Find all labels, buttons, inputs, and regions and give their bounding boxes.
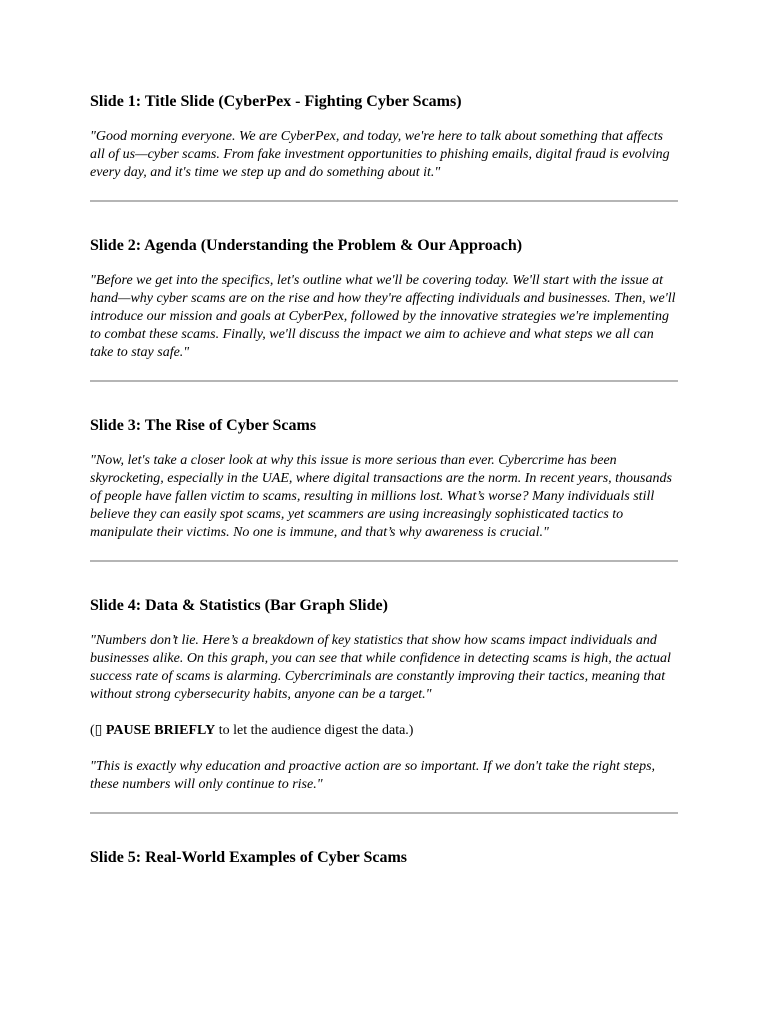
- slide-2-title: Slide 2: Agenda (Understanding the Problem & Our Approach): [90, 237, 523, 254]
- pause-note-text: to let the audience digest the data.): [215, 723, 414, 738]
- divider: [90, 380, 678, 382]
- slide-3-section: [90, 416, 678, 542]
- slide-2-script: "Before we get into the specifics, let's outline what we'll be covering today. We'll start with the issue at hand—why cyber scams are on the rise and how they're affecting individuals and businesses. Then, we'll introduce our mission and goals at CyberPex, followed by the innovative strategies we're implementing to combat these scams. Finally, we'll discuss the impact we aim to achieve and what steps we all can take to stay safe.": [90, 273, 676, 360]
- pause-note: [90, 722, 678, 740]
- slide-2-section: [90, 236, 678, 362]
- slide-4-script: "Numbers don’t lie. Here’s a breakdown of key statistics that show how scams impact individuals and businesses alike. On this graph, you can see that while confidence in detecting scams is high, the actual success rate of scams is alarming. Cybercriminals are constantly improving their tactics, meaning that without strong cybersecurity habits, anyone can be a target.": [90, 633, 671, 702]
- slide-4-section: [90, 596, 678, 794]
- slide-5-section: [90, 848, 678, 868]
- divider: [90, 200, 678, 202]
- slide-3-script: "Now, let's take a closer look at why this issue is more serious than ever. Cybercrime has been skyrocketing, especially in the UAE, where digital transactions are the norm. In recent years, thousands of people have fallen victim to scams, resulting in millions lost. What’s worse? Many individuals still believe they can easily spot scams, yet scammers are using increasingly sophisticated tactics to manipulate their victims. No one is immune, and that’s why awareness is crucial.": [90, 453, 672, 540]
- slide-4-title: Slide 4: Data & Statistics (Bar Graph Slide): [90, 597, 388, 614]
- pause-note-emphasis: PAUSE BRIEFLY: [105, 723, 216, 738]
- slide-3-title: Slide 3: The Rise of Cyber Scams: [90, 417, 317, 434]
- slide-5-title: Slide 5: Real-World Examples of Cyber Scams: [90, 849, 408, 866]
- divider: [90, 812, 678, 814]
- missing-glyph-icon: ▯: [94, 723, 103, 738]
- slide-1-script: "Good morning everyone. We are CyberPex, and today, we're here to talk about something that affects all of us—cyber scams. From fake investment opportunities to phishing emails, digital fraud is evolving every day, and it's time we step up and do something about it.": [90, 129, 670, 180]
- slide-1-section: [90, 92, 678, 182]
- divider: [90, 560, 678, 562]
- slide-1-title: Slide 1: Title Slide (CyberPex - Fighting Cyber Scams): [90, 93, 462, 110]
- note-open-paren: (: [90, 723, 95, 738]
- slide-4-script-continued: "This is exactly why education and proactive action are so important. If we don't take the right steps, these numbers will only continue to rise.": [90, 759, 656, 792]
